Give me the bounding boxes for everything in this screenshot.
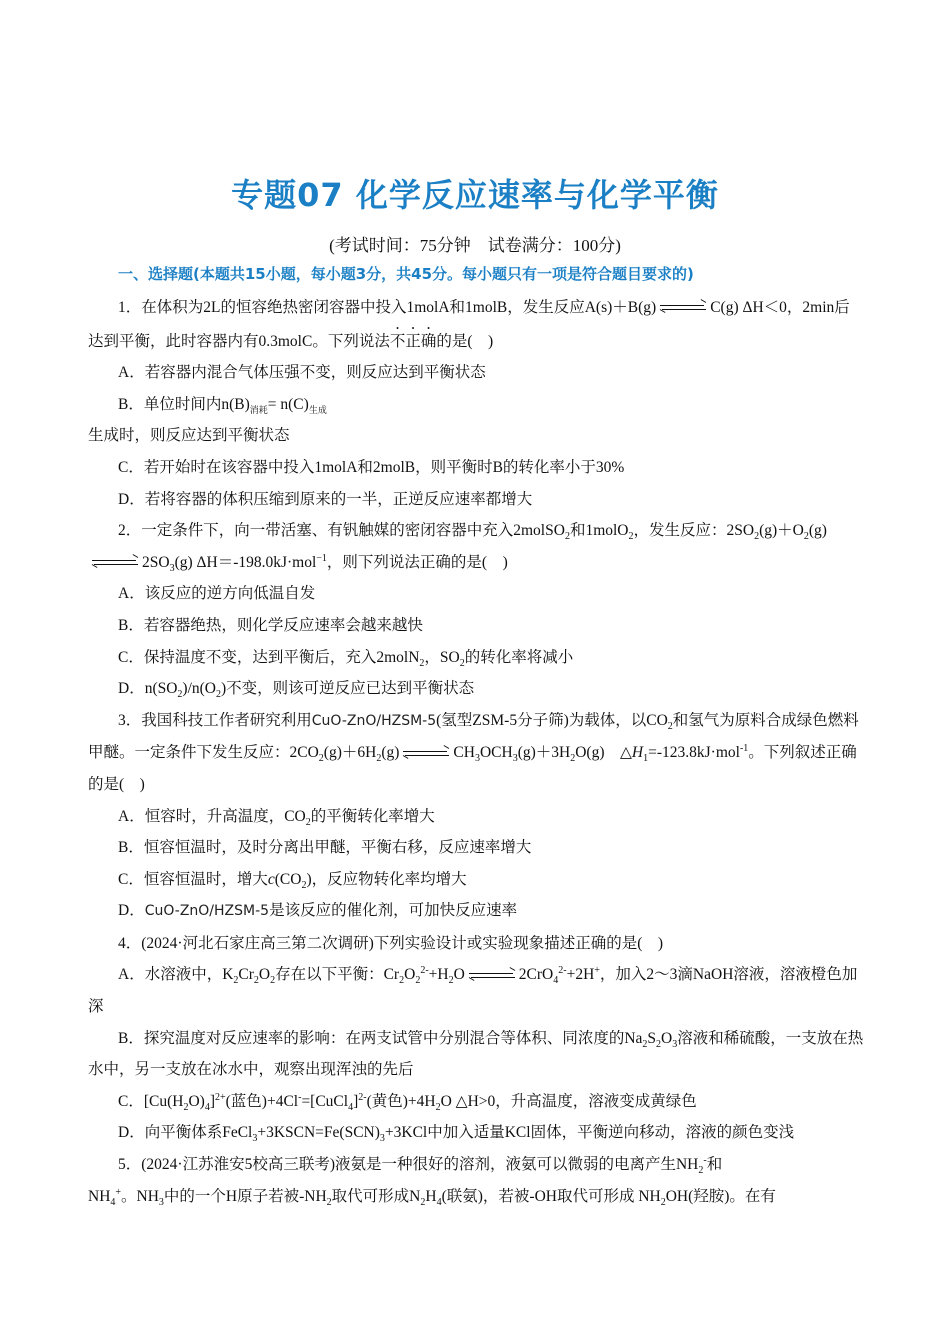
exam-info: (考试时间：75分钟 试卷满分：100分) <box>329 236 621 255</box>
question-1-option-b-continued: 生成时，则反应达到平衡状态 <box>88 427 290 445</box>
question-1-option-a: A．若容器内混合气体压强不变，则反应达到平衡状态 <box>118 364 486 382</box>
question-4-option-b: B．探究温度对反应速率的影响：在两支试管中分别混合等体积、同浓度的$Na_2S_2O_3$溶液和稀硫酸，一支放在热水中，另一支放在冰水中，观察出现浑浊的先后 <box>88 1029 864 1079</box>
section-heading: 一、选择题(本题共15小题，每小题3分，共45分。每小题只有一项是符合题目要求的) <box>118 265 694 283</box>
question-2-stem: 2．一定条件下，向一带活塞、有钒触媒的密闭容器中充入2molSO$_2$和1molO$_2$，发生反应：$2SO_2(g)+O_2(g)$ $2SO_3(g)$ ΔH＝-198.0kJ·mol$^{-1}$，则下列说法正确的是( ) <box>88 515 864 578</box>
equilibrium-arrow-icon <box>469 971 515 981</box>
question-3-stem: 3．我国科技工作者研究利用CuO-ZnO/HZSM-5(氢型ZSM-5分子筛)为载体，以$CO_2$和氢气为原料合成绿色燃料甲醚。一定条件下发生反应：$2CO_2(g)+6H_2(g)$ $CH_3OCH_3(g)+3H_2O(g)$ $\triangle H_1=-123.8kJ\cdot mol^{-1}$。下列叙述正确的是( ) <box>88 711 859 793</box>
page-title: 专题07 化学反应速率与化学平衡 <box>231 176 719 214</box>
question-5-stem-continued: $NH_4^+$。$NH_3$中的一个H原子若被$-NH_2$取代可形成$N_2H_4$(联氨)，若被-OH取代可形成 $NH_2OH$(羟胺)。在有 <box>88 1186 776 1208</box>
question-1-option-c: C．若开始时在该容器中投入1molA和2molB，则平衡时B的转化率小于30% <box>118 458 625 476</box>
question-2-option-a: A．该反应的逆方向低温自发 <box>118 585 316 603</box>
question-3-option-a: A．恒容时，升高温度，$CO_2$的平衡转化率增大 <box>118 807 435 828</box>
question-2-option-d: D．$n(SO_2)/n(O_2)$不变，则该可逆反应已达到平衡状态 <box>118 680 475 701</box>
question-3-option-b: B．恒容恒温时，及时分离出甲醚，平衡右移，反应速率增大 <box>118 839 532 857</box>
question-4-option-a: A．水溶液中，$K_2Cr_2O_2$存在以下平衡：$Cr_2O_2^{2-}+H_2O$ 2CrO$_4^{2-}$+2H+，加入2～3滴NaOH溶液，溶液橙色加深 <box>88 965 858 1016</box>
question-5-stem: 5．(2024·江苏淮安5校高三联考)液氨是一种很好的溶剂，液氨可以微弱的电离产生$NH_2^-$和 <box>118 1154 723 1177</box>
question-3-option-c: C．恒容恒温时，增大$c(CO_2)$，反应物转化率均增大 <box>118 870 467 891</box>
equilibrium-arrow-icon <box>660 303 706 313</box>
question-4-stem: 4．(2024·河北石家庄高三第二次调研)下列实验设计或实验现象描述正确的是( ) <box>118 934 664 952</box>
question-2-option-b: B．若容器绝热，则化学反应速率会越来越快 <box>118 616 423 634</box>
question-2-option-c: C．保持温度不变，达到平衡后，充入2molN$_2$，$SO_2$的转化率将减小 <box>118 648 574 669</box>
question-4-option-d: D．向平衡体系$FeCl_3+3KSCN=Fe(SCN)_3+3KCl$中加入适量KCl固体，平衡逆向移动，溶液的颜色变浅 <box>118 1124 795 1145</box>
equilibrium-arrow-icon <box>403 749 449 759</box>
questions <box>88 292 864 1212</box>
question-3-option-d: D．CuO-ZnO/HZSM-5是该反应的催化剂，可加快反应速率 <box>118 902 518 920</box>
equilibrium-arrow-icon <box>92 558 138 568</box>
question-1-option-b: B．单位时间内$n(B)_{消耗}= n(C)_{生成}$ <box>118 395 327 415</box>
question-4-option-c: C．$[Cu(H_2O)_4]^{2+}$(蓝色)+4Cl-=[CuCl$_4$]$^{2-}$(黄色)$+4H_2O$ △H>0，升高温度，溶液变成黄绿色 <box>118 1091 697 1113</box>
question-1-stem: 1．在体积为2L的恒容绝热密闭容器中投入1molA和1molB，发生反应A(s)＋B(g) C(g) ΔH＜0，2min后达到平衡，此时容器内有0.3molC。下列说法不正确的是( ) <box>88 299 850 350</box>
question-1-option-d: D．若将容器的体积压缩到原来的一半，正逆反应速率都增大 <box>118 490 533 508</box>
